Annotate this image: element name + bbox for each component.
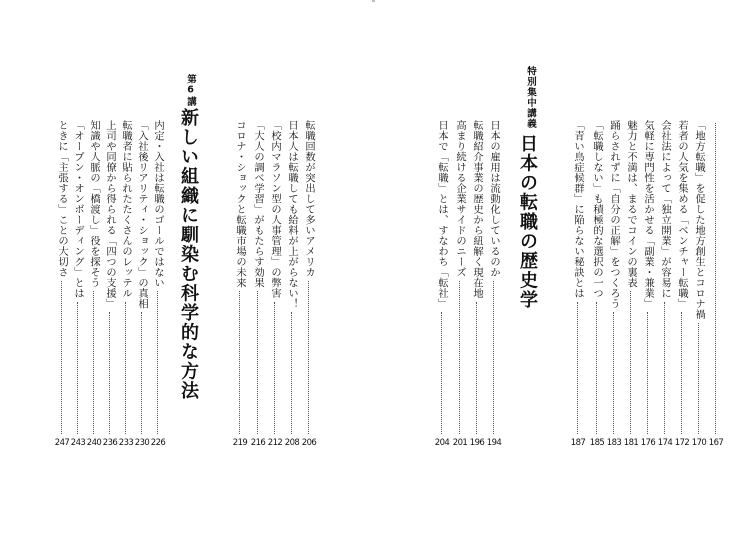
toc-entry[interactable] xyxy=(675,120,689,450)
toc-entry-page: 201 xyxy=(452,438,468,448)
toc-entry[interactable] xyxy=(103,120,117,450)
dotted-leader xyxy=(93,291,94,434)
toc-entry[interactable] xyxy=(285,120,299,450)
special-lecture-label: 特別集中講義 xyxy=(525,66,536,129)
toc-entry-page: 226 xyxy=(150,438,166,448)
dotted-leader xyxy=(274,302,275,434)
toc-entry[interactable] xyxy=(251,120,265,450)
dotted-leader xyxy=(476,302,477,434)
toc-entry-title: 転職者に貼られたたくさんのレッテル xyxy=(120,120,132,299)
toc-entry-title: 転職回数が突出して多いアメリカ xyxy=(303,120,315,278)
toc-entry-page: 243 xyxy=(70,438,86,448)
toc-entry-title: 会社法によって「独立開業」が容易に xyxy=(659,120,671,299)
toc-entry-page: 216 xyxy=(250,438,266,448)
top-crop-mark xyxy=(372,0,375,2)
toc-entry-title: 「オープン・オンボーディング」とは xyxy=(72,120,84,299)
toc-entry-title: 日本の雇用は流動化しているのか xyxy=(488,120,500,278)
dotted-leader xyxy=(715,123,716,434)
dotted-leader xyxy=(577,302,578,434)
dotted-leader xyxy=(77,302,78,434)
toc-entry-title: 「青い鳥症候群」に陥らない秘訣とは xyxy=(572,120,584,299)
toc-entry[interactable] xyxy=(470,120,484,450)
toc-entry[interactable] xyxy=(624,120,638,450)
chapter-6-label: 第6講 xyxy=(185,74,196,107)
toc-entry-title: 「入社後リアリティ・ショック」の真相 xyxy=(136,120,148,309)
dotted-leader xyxy=(291,312,292,434)
toc-entry-title: コロナ・ショックと転職市場の未来 xyxy=(234,120,246,288)
toc-entry-title: 日本人は転職しても給料が上がらない！ xyxy=(286,120,298,309)
dotted-leader xyxy=(125,302,126,434)
dotted-leader xyxy=(141,312,142,434)
toc-entry-title: 魅力と不満は、まるでコインの裏表 xyxy=(625,120,637,288)
toc-entry[interactable] xyxy=(453,120,467,450)
toc-entry-title: 日本で「転職」とは、すなわち「転社」 xyxy=(436,120,448,309)
toc-entry[interactable] xyxy=(692,120,706,450)
dotted-leader xyxy=(308,281,309,434)
toc-entry[interactable] xyxy=(233,120,247,450)
toc-entry[interactable] xyxy=(658,120,672,450)
dotted-leader xyxy=(257,291,258,434)
dotted-leader xyxy=(459,281,460,434)
toc-entry-page: 204 xyxy=(434,438,450,448)
dotted-leader xyxy=(157,291,158,434)
toc-entry-title: 知識や人脈の「橋渡し」役を探そう xyxy=(88,120,100,288)
toc-entry-page: 172 xyxy=(674,438,690,448)
toc-entry-title: 若者の人気を集める「ベンチャー転職」 xyxy=(676,120,688,309)
toc-entry[interactable] xyxy=(135,120,149,450)
toc-entry-page: 206 xyxy=(301,438,317,448)
toc-entry-title: 「地方転職」を促した地方創生とコロナ禍 xyxy=(693,120,705,320)
toc-entry-page: 167 xyxy=(708,438,724,448)
toc-entry-page: 230 xyxy=(134,438,150,448)
toc-entry-title: 「大人の調べ学習」がもたらす効果 xyxy=(252,120,264,288)
toc-entry[interactable] xyxy=(55,120,69,450)
dotted-leader xyxy=(647,312,648,434)
toc-entry-page: 196 xyxy=(469,438,485,448)
toc-entry[interactable] xyxy=(590,120,604,450)
toc-entry[interactable] xyxy=(268,120,282,450)
toc-entry-page: 247 xyxy=(54,438,70,448)
toc-entry[interactable] xyxy=(607,120,621,450)
toc-entry-title: 「転職しない」も積極的な選択の一つ xyxy=(591,120,603,299)
toc-entry-page: 170 xyxy=(691,438,707,448)
toc-entry[interactable] xyxy=(119,120,133,450)
toc-entry-title: 上司や同僚から得られる「四つの支援」 xyxy=(104,120,116,309)
toc-entry-page: 176 xyxy=(640,438,656,448)
dotted-leader xyxy=(664,302,665,434)
toc-entry-page: 185 xyxy=(589,438,605,448)
toc-entry-page: 183 xyxy=(606,438,622,448)
toc-entry[interactable] xyxy=(302,120,316,450)
dotted-leader xyxy=(698,323,699,434)
toc-entry[interactable] xyxy=(87,120,101,450)
toc-entry-page: 233 xyxy=(118,438,134,448)
toc-entry[interactable] xyxy=(151,120,165,450)
toc-entry[interactable] xyxy=(435,120,449,450)
dotted-leader xyxy=(441,312,442,434)
toc-entry-page: 174 xyxy=(657,438,673,448)
toc-entry-title: 転職紹介事業の歴史から紐解く現在地 xyxy=(471,120,483,299)
toc-entry-title: ときに「主張する」ことの大切さ xyxy=(56,120,68,278)
toc-entry[interactable] xyxy=(487,120,501,450)
toc-entry[interactable] xyxy=(571,120,585,450)
toc-entry-title: 踊らされずに「自分の正解」をつくろう xyxy=(608,120,620,309)
dotted-leader xyxy=(681,312,682,434)
toc-entry-page: 212 xyxy=(267,438,283,448)
toc-entry-title: 内定・入社は転職のゴールではない xyxy=(152,120,164,288)
toc-entry[interactable] xyxy=(641,120,655,450)
toc-entry-page: 219 xyxy=(232,438,248,448)
toc-entry-title: 「校内マラソン型の人事管理」の弊害 xyxy=(269,120,281,299)
dotted-leader xyxy=(239,291,240,434)
toc-entry-page: 236 xyxy=(102,438,118,448)
dotted-leader xyxy=(109,312,110,434)
dotted-leader xyxy=(613,312,614,434)
dotted-leader xyxy=(630,291,631,434)
toc-entry-title: 高まり続ける企業サイドのニーズ xyxy=(454,120,466,278)
toc-entry[interactable] xyxy=(709,120,723,450)
dotted-leader xyxy=(493,281,494,434)
toc-entry-page: 240 xyxy=(86,438,102,448)
dotted-leader xyxy=(61,281,62,434)
toc-entry-page: 194 xyxy=(486,438,502,448)
special-lecture-title: 日本の転職の歴史学 xyxy=(517,134,538,310)
toc-entry-page: 187 xyxy=(570,438,586,448)
toc-entry-title: 気軽に専門性を活かせる「副業・兼業」 xyxy=(642,120,654,309)
chapter-6-title: 新しい組織に馴染む科学的な方法 xyxy=(178,108,199,401)
dotted-leader xyxy=(596,302,597,434)
toc-entry-page: 181 xyxy=(623,438,639,448)
toc-entry-page: 208 xyxy=(284,438,300,448)
toc-entry[interactable] xyxy=(71,120,85,450)
